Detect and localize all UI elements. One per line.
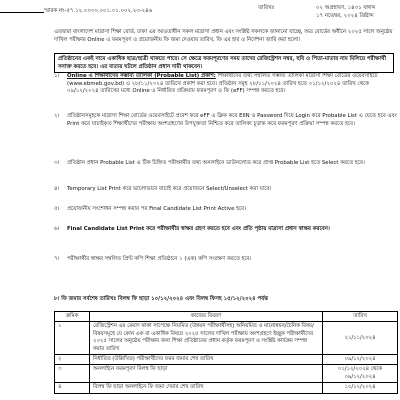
important-note-box: প্রতিষ্ঠানের একই নামে একাধিক ছাত্র/ছাত্রী থাকতে পারে। সে ক্ষেত্রে ফরমপূরণের সময় তাদের রেজিস্ট্রেশন নম্বর, ছবি ও পিতা-মাতার নাম মিলিয়ে পরীক্ষার্থী সনাক্ত করতে হবে। এর ব্যত্যয় ঘটলে প্রতিষ্ঠান প্রধান দায়ী থাকবেন। xyxy=(54,53,394,73)
step-1 xyxy=(54,73,398,96)
step-text: প্রতিষ্ঠানসমূহকে মাদ্রাসা শিক্ষা বোর্ডের ওয়েবসাইটে প্রবেশ করে eFF এ ক্লিক করে EIIN ও Password দিয়ে Login করে Probable List এ যেতে হবে এবং Print করে যাচাইকৃত শিক্ষার্থীদের পরীক্ষায় অংশগ্রহণের উপযুক্ততা নিশ্চিত করে তালিকা চূড়ান্ত করে ফরমপূরণ প্রক্রিয়া সম্পন্ন করতে হবে। xyxy=(67,113,397,127)
date-english: ১৭ নভেম্বর, ২০২৪ খ্রিষ্টাব্দ xyxy=(316,13,374,19)
step-2 xyxy=(54,113,398,128)
table-row xyxy=(55,355,398,365)
cell-date: ০৯/১২/২০২৪ xyxy=(323,355,398,365)
cell-serial: ৩ xyxy=(55,365,90,383)
cell-description: রেজিস্ট্রেশন এর মেয়াদ থাকা সাপেক্ষে নিয়মিত (উন্নয়ন পরীক্ষার্থীসহ) অনিয়মিত ও মানোন্নয়ন/চৈনিক বিষয়/বিষয়সমূহে যে কোন এক বা একাধিক বিষয়ে ২০২৫ সালের দাখিল পরীক্ষায় অংশগ্রহণে ইচ্ছুক পরীক্ষার্থীদের ২০২৫ সালের অনুষ্ঠেয় পরীক্ষার জন্য শিক্ষা প্রতিষ্ঠানের প্রধান কর্তৃক ফরমপূরণ ও সংশ্লিষ্ট কার্যক্রম সম্পন্ন করার তারিখ xyxy=(90,322,323,355)
step-7 xyxy=(54,256,398,264)
step-5 xyxy=(54,206,398,214)
step-6 xyxy=(54,226,398,234)
step-number: ২। xyxy=(54,113,60,119)
table-row xyxy=(55,383,398,393)
col-header-serial: ক্রমিক xyxy=(55,312,90,322)
cell-description: অনলাইনে ফরমপূরণ বিলম্ব ফি ছাড়া xyxy=(90,365,323,383)
cell-description: নির্ধারিত (উল্লিখিত) পরীক্ষার্থীদের ফরম জমার শেষ তারিখ xyxy=(90,355,323,365)
step-text: শিক্ষার্থীদের তথ্য সম্বলিত সম্ভাব্য তালিকা মাদ্রাসা শিক্ষা বোর্ডের ওয়েবসাইটে (www.ebmeb.gov.bd) এ ২৮/১১/২০২৪ তারিখে প্রকাশ করা হবে। প্রতিষ্ঠান সমূহ ২৮/১১/২০২৪ তারিখ হতে ০১/১২/২০২৪ তারিখ থেকে ০৯/১২/২০২৪ তারিখের মধ্যে Online এ নির্ধারিত প্রক্রিয়ায় ফরমপূরণ ও ফি (eFF) সম্পন্ন করতে হবে। xyxy=(67,73,378,95)
cell-date: ১০/১২/২০২৪ xyxy=(323,383,398,393)
step-4 xyxy=(54,186,398,194)
step-text: প্রয়োজনীয় সংশোধন সম্পন্ন করার পর Final Candidate List Print Active হবে। xyxy=(67,206,247,212)
schedule-table xyxy=(54,311,398,394)
step-text: Temporary List Print করে ভালোভাবে যাচাই করে প্রয়োজনে Select/Unselect করা যাবে। xyxy=(67,186,272,192)
date-bangla: ০২ অগ্রহায়ণ, ১৪৩১ বঙ্গাব্দ xyxy=(316,5,376,11)
header-divider xyxy=(0,12,44,13)
step-number: ৭। xyxy=(54,256,60,262)
date-block xyxy=(258,4,398,20)
step-number: ৪। xyxy=(54,186,60,192)
step-number: ৩। xyxy=(54,160,60,166)
col-header-date: তারিখ xyxy=(323,312,398,322)
cell-description: বিলম্ব ফি ছাড়া অনলাইনে ফি জমা দেয়ার শেষ তারিখ xyxy=(90,383,323,393)
notice-header xyxy=(0,2,400,28)
step-number: ১। xyxy=(54,73,60,79)
cell-serial: ২ xyxy=(55,355,90,365)
cell-serial: ১ xyxy=(55,322,90,355)
step-text: পরীক্ষার্থীর স্বাক্ষর সম্বলিত প্রিন্ট কপি শিক্ষা প্রতিষ্ঠানে ১ (এক) কপি সংরক্ষণ করতে হবে। xyxy=(67,256,252,262)
col-header-description: কাজের বিবরণ xyxy=(90,312,323,322)
table-header-row xyxy=(55,312,398,322)
cell-serial: ৪ xyxy=(55,383,90,393)
cell-date: ২১/১১/২০২৪ xyxy=(323,322,398,355)
step-text: প্রতিষ্ঠান প্রধান Probable List এ টিক চিহ্নিত পরীক্ষার্থীর তথ্য অনলাইনে ডাউনলোড করে প্রাপ্ত Probable List হতে Select করতে হবে। xyxy=(67,160,365,166)
cell-date: ০১/১২/২০২৪ থেকে ০৯/১২/২০২৪ xyxy=(323,365,398,383)
step-text: Final Candidate List Print করে পরীক্ষার্থীর স্বাক্ষর গ্রহণ করতে হবে এবং প্রতি পৃষ্ঠায় মাদ্রাসা প্রধান স্বাক্ষর করবেন। xyxy=(67,226,330,232)
table-row xyxy=(55,365,398,383)
table-row xyxy=(55,322,398,355)
step-3 xyxy=(54,160,398,168)
memo-number: স্মারক নং-৫৭.১২.০০০০.০০১.০১.০০২.২৩-২৪৬ xyxy=(44,8,153,14)
step-number: ৬। xyxy=(54,226,60,232)
intro-paragraph: এতদ্বারা বাংলাদেশ মাদ্রাসা শিক্ষা বোর্ড, ঢাকা এর আওতাধীন সকল মাদ্রাসা প্রধান এবং সংশ্লিষ্ট সকলকে জানানো যাচ্ছে, অত্র বোর্ডের অধীনে ২০২৫ সালে অনুষ্ঠেয় দাখিল পরীক্ষার Online এ ফরমপূরণ ও প্রয়োজনীয় ফি জমা দেওয়ার তারিখ, ফি এর হার ও নির্দেশনা জারি করা হলো। xyxy=(54,29,393,43)
step-heading: Online এ শিক্ষার্থীদের সম্ভাব্য তালিকা (Probable List) প্রকাশ: xyxy=(67,73,216,79)
step-number: ৫। xyxy=(54,206,60,212)
date-label: তারিখঃ xyxy=(258,5,275,11)
fee-deadline-line: ৮। ফি জমার সর্বশেষ তারিখঃ বিলম্ব ফি ছাড়া ১০/১২/২০২৪ এবং বিলম্ব ফিসহ ১৫/১২/২০২৪ পর্যন্ত xyxy=(54,296,268,302)
